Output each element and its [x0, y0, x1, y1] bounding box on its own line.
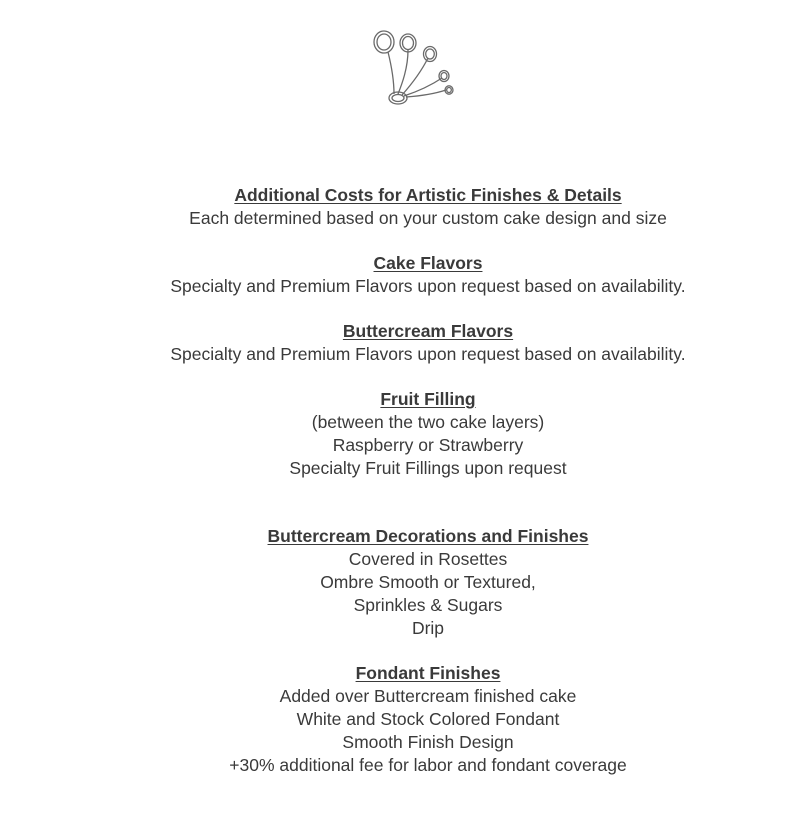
- section-line: (between the two cake layers): [311, 412, 545, 432]
- section-heading: Cake Flavors: [373, 253, 483, 273]
- section-line: +30% additional fee for labor and fondant coverage: [229, 755, 627, 775]
- section-line: Ombre Smooth or Textured,: [320, 572, 536, 592]
- section-artistic-finishes: [0, 184, 788, 230]
- section-heading: Buttercream Decorations and Finishes: [267, 526, 589, 546]
- section-heading: Fruit Filling: [380, 389, 476, 409]
- section-heading: Buttercream Flavors: [342, 321, 514, 341]
- section-line: Sprinkles & Sugars: [353, 595, 503, 615]
- section-line: White and Stock Colored Fondant: [296, 709, 560, 729]
- section-buttercream-decorations: [0, 525, 788, 640]
- section-line: Each determined based on your custom cake design and size: [189, 208, 667, 228]
- section-line: Added over Buttercream finished cake: [279, 686, 577, 706]
- section-line: Covered in Rosettes: [348, 549, 508, 569]
- section-line: Specialty and Premium Flavors upon request based on availability.: [170, 344, 686, 364]
- section-heading: Fondant Finishes: [355, 663, 501, 683]
- section-line: Specialty Fruit Fillings upon request: [289, 458, 567, 478]
- section-line: Specialty and Premium Flavors upon request based on availability.: [170, 276, 686, 296]
- section-line: Smooth Finish Design: [342, 732, 514, 752]
- measuring-spoons-icon: [370, 28, 462, 110]
- section-fondant-finishes: [0, 662, 788, 777]
- section-fruit-filling: [0, 388, 788, 480]
- section-line: Raspberry or Strawberry: [332, 435, 524, 455]
- pricing-details: [0, 184, 788, 777]
- section-buttercream-flavors: [0, 320, 788, 366]
- section-heading: Additional Costs for Artistic Finishes & Details: [234, 185, 622, 205]
- section-cake-flavors: [0, 252, 788, 298]
- section-line: Drip: [411, 618, 445, 638]
